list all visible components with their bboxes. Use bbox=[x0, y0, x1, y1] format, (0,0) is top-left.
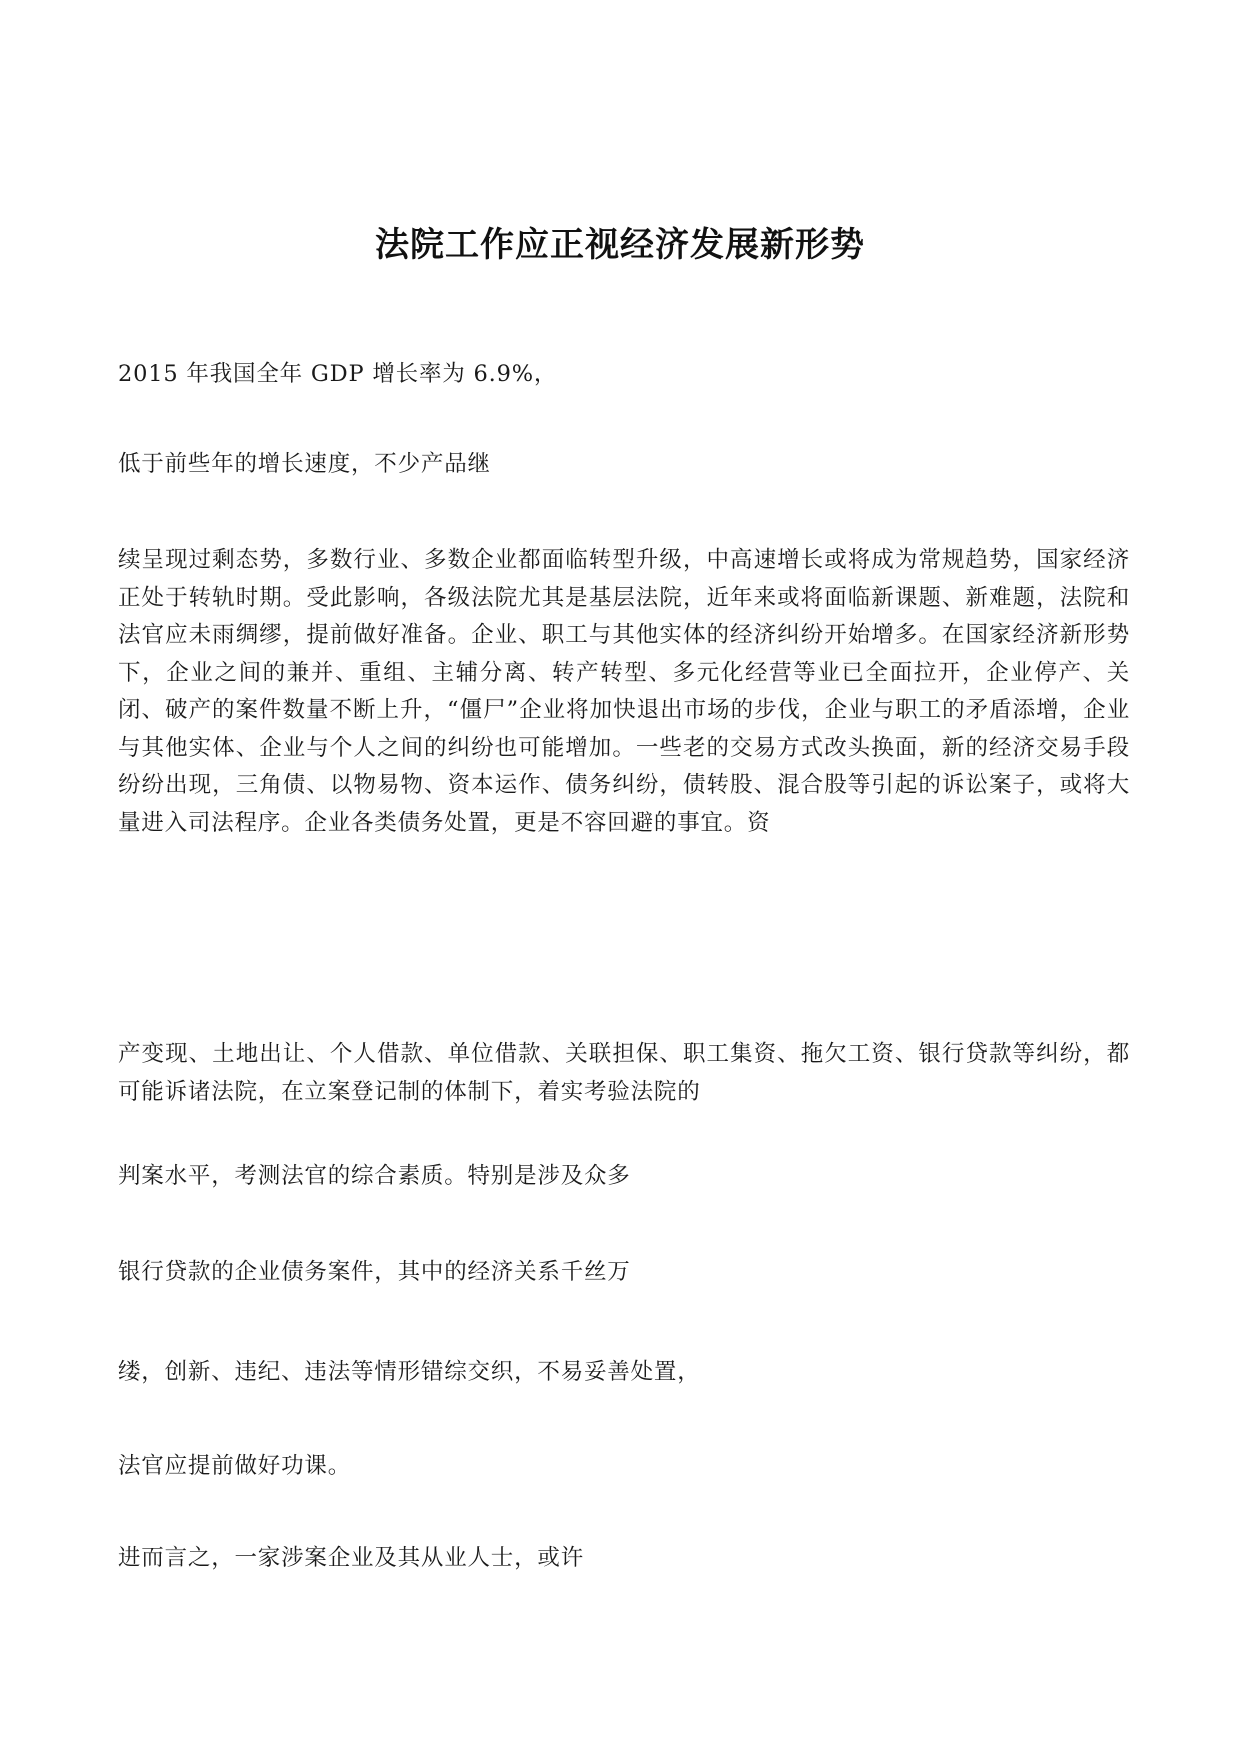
paragraph: 缕，创新、违纪、违法等情形错综交织，不易妥善处置， bbox=[118, 1359, 701, 1385]
paragraph: 判案水平，考测法官的综合素质。特别是涉及众多 bbox=[118, 1163, 631, 1189]
paragraph: 2015 年我国全年 GDP 增长率为 6.9%， bbox=[118, 361, 558, 387]
paragraph: 进而言之，一家涉案企业及其从业人士，或许 bbox=[118, 1545, 585, 1571]
paragraph: 低于前些年的增长速度，不少产品继 bbox=[118, 451, 491, 477]
paragraph: 法官应提前做好功课。 bbox=[118, 1453, 352, 1479]
paragraph: 产变现、土地出让、个人借款、单位借款、关联担保、职工集资、拖欠工资、银行贷款等纠纷，都可能诉诸法院，在立案登记制的体制下，着实考验法院的 bbox=[118, 1041, 1130, 1105]
document-title: 法院工作应正视经济发展新形势 bbox=[375, 225, 865, 265]
paragraph: 银行贷款的企业债务案件，其中的经济关系千丝万 bbox=[118, 1259, 631, 1285]
paragraph: 续呈现过剩态势，多数行业、多数企业都面临转型升级，中高速增长或将成为常规趋势，国家经济正处于转轨时期。受此影响，各级法院尤其是基层法院，近年来或将面临新课题、新难题，法院和法官应未雨绸缪，提前做好准备。企业、职工与其他实体的经济纠纷开始增多。在国家经济新形势下，企业之间的兼并、重组、主辅分离、转产转型、多元化经营等业已全面拉开，企业停产、关闭、破产的案件数量不断上升，“僵尸”企业将加快退出市场的步伐，企业与职工的矛盾添增，企业与其他实体、企业与个人之间的纠纷也可能增加。一些老的交易方式改头换面，新的经济交易手段纷纷出现，三角债、以物易物、资本运作、债务纠纷，债转股、混合股等引起的诉讼案子，或将大量进入司法程序。企业各类债务处置，更是不容回避的事宜。资 bbox=[118, 547, 1130, 836]
